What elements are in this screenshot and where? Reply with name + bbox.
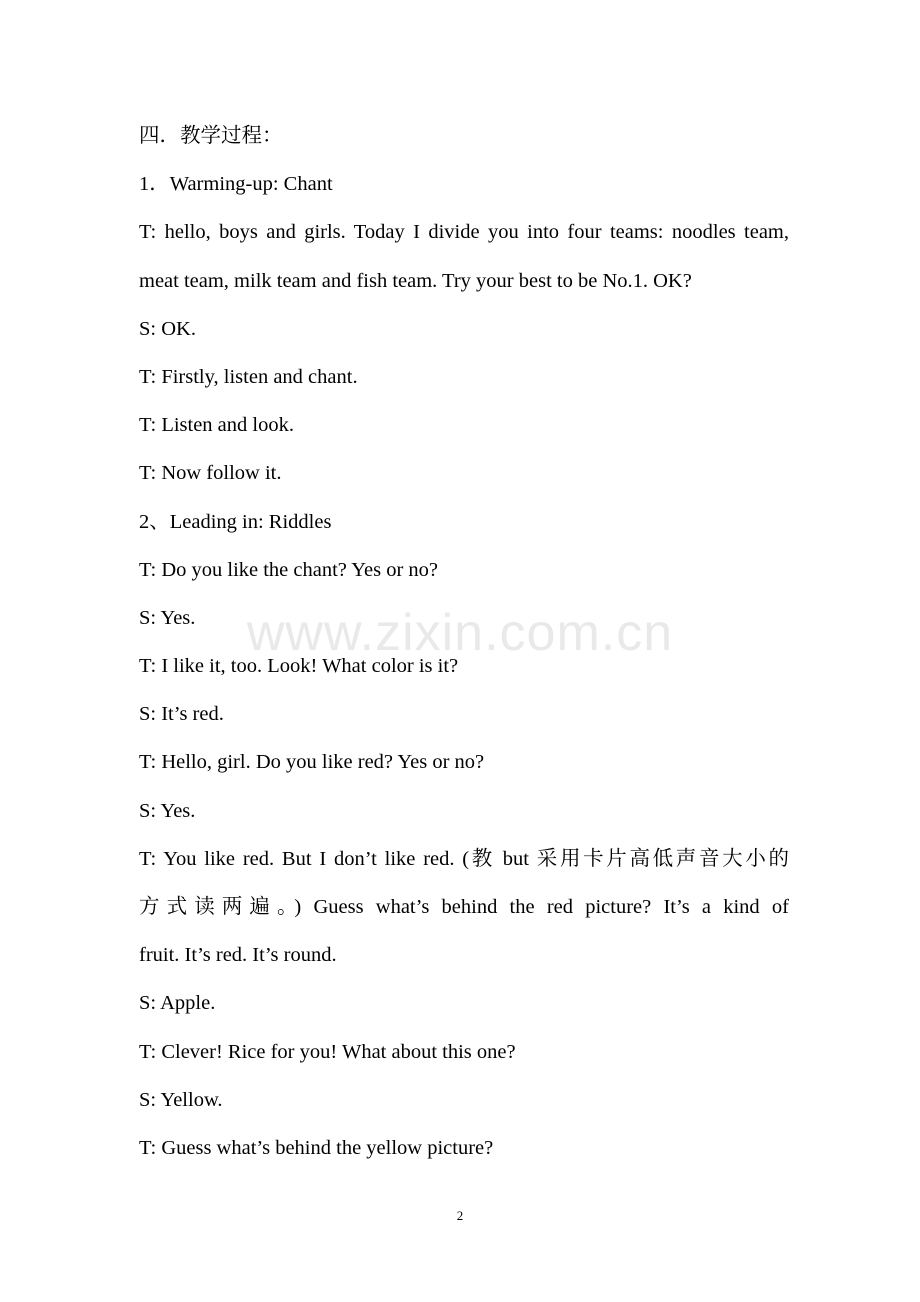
subsection-heading: 1．Warming-up: Chant bbox=[139, 173, 333, 196]
text-line: S: Yellow. bbox=[139, 1088, 223, 1111]
watermark: www.zixin.com.cn bbox=[246, 604, 674, 662]
section-heading: 四．教学过程： bbox=[139, 125, 283, 147]
text-line: 方式读两遍。) Guess what’s behind the red picture? It’s a kind of bbox=[139, 896, 789, 918]
text-line: T: You like red. But I don’t like red. (教 but 采用卡片高低声音大小的 bbox=[139, 847, 789, 870]
document-body bbox=[139, 118, 789, 1178]
text-line: S: Apple. bbox=[139, 992, 216, 1015]
text-line: T: hello, boys and girls. Today I divide you into four teams: noodles team, bbox=[139, 221, 789, 244]
subsection-heading: 2、Leading in: Riddles bbox=[139, 510, 332, 533]
text-line: T: I like it, too. Look! What color is it? bbox=[139, 655, 459, 678]
text-line: S: It’s red. bbox=[139, 703, 224, 726]
text-line: S: OK. bbox=[139, 317, 196, 340]
text-line: T: Guess what’s behind the yellow picture? bbox=[139, 1136, 494, 1159]
text-line: T: Clever! Rice for you! What about this one? bbox=[139, 1040, 516, 1063]
text-line: S: Yes. bbox=[139, 606, 196, 629]
text-line: T: Firstly, listen and chant. bbox=[139, 365, 358, 388]
text-line: fruit. It’s red. It’s round. bbox=[139, 944, 337, 967]
text-line: T: Do you like the chant? Yes or no? bbox=[139, 558, 439, 581]
text-line: T: Listen and look. bbox=[139, 414, 294, 437]
text-line: T: Now follow it. bbox=[139, 462, 282, 485]
page-number: 2 bbox=[456, 1208, 464, 1223]
text-line: meat team, milk team and fish team. Try your best to be No.1. OK? bbox=[139, 269, 692, 292]
text-line: T: Hello, girl. Do you like red? Yes or no? bbox=[139, 751, 485, 774]
text-line: S: Yes. bbox=[139, 799, 196, 822]
